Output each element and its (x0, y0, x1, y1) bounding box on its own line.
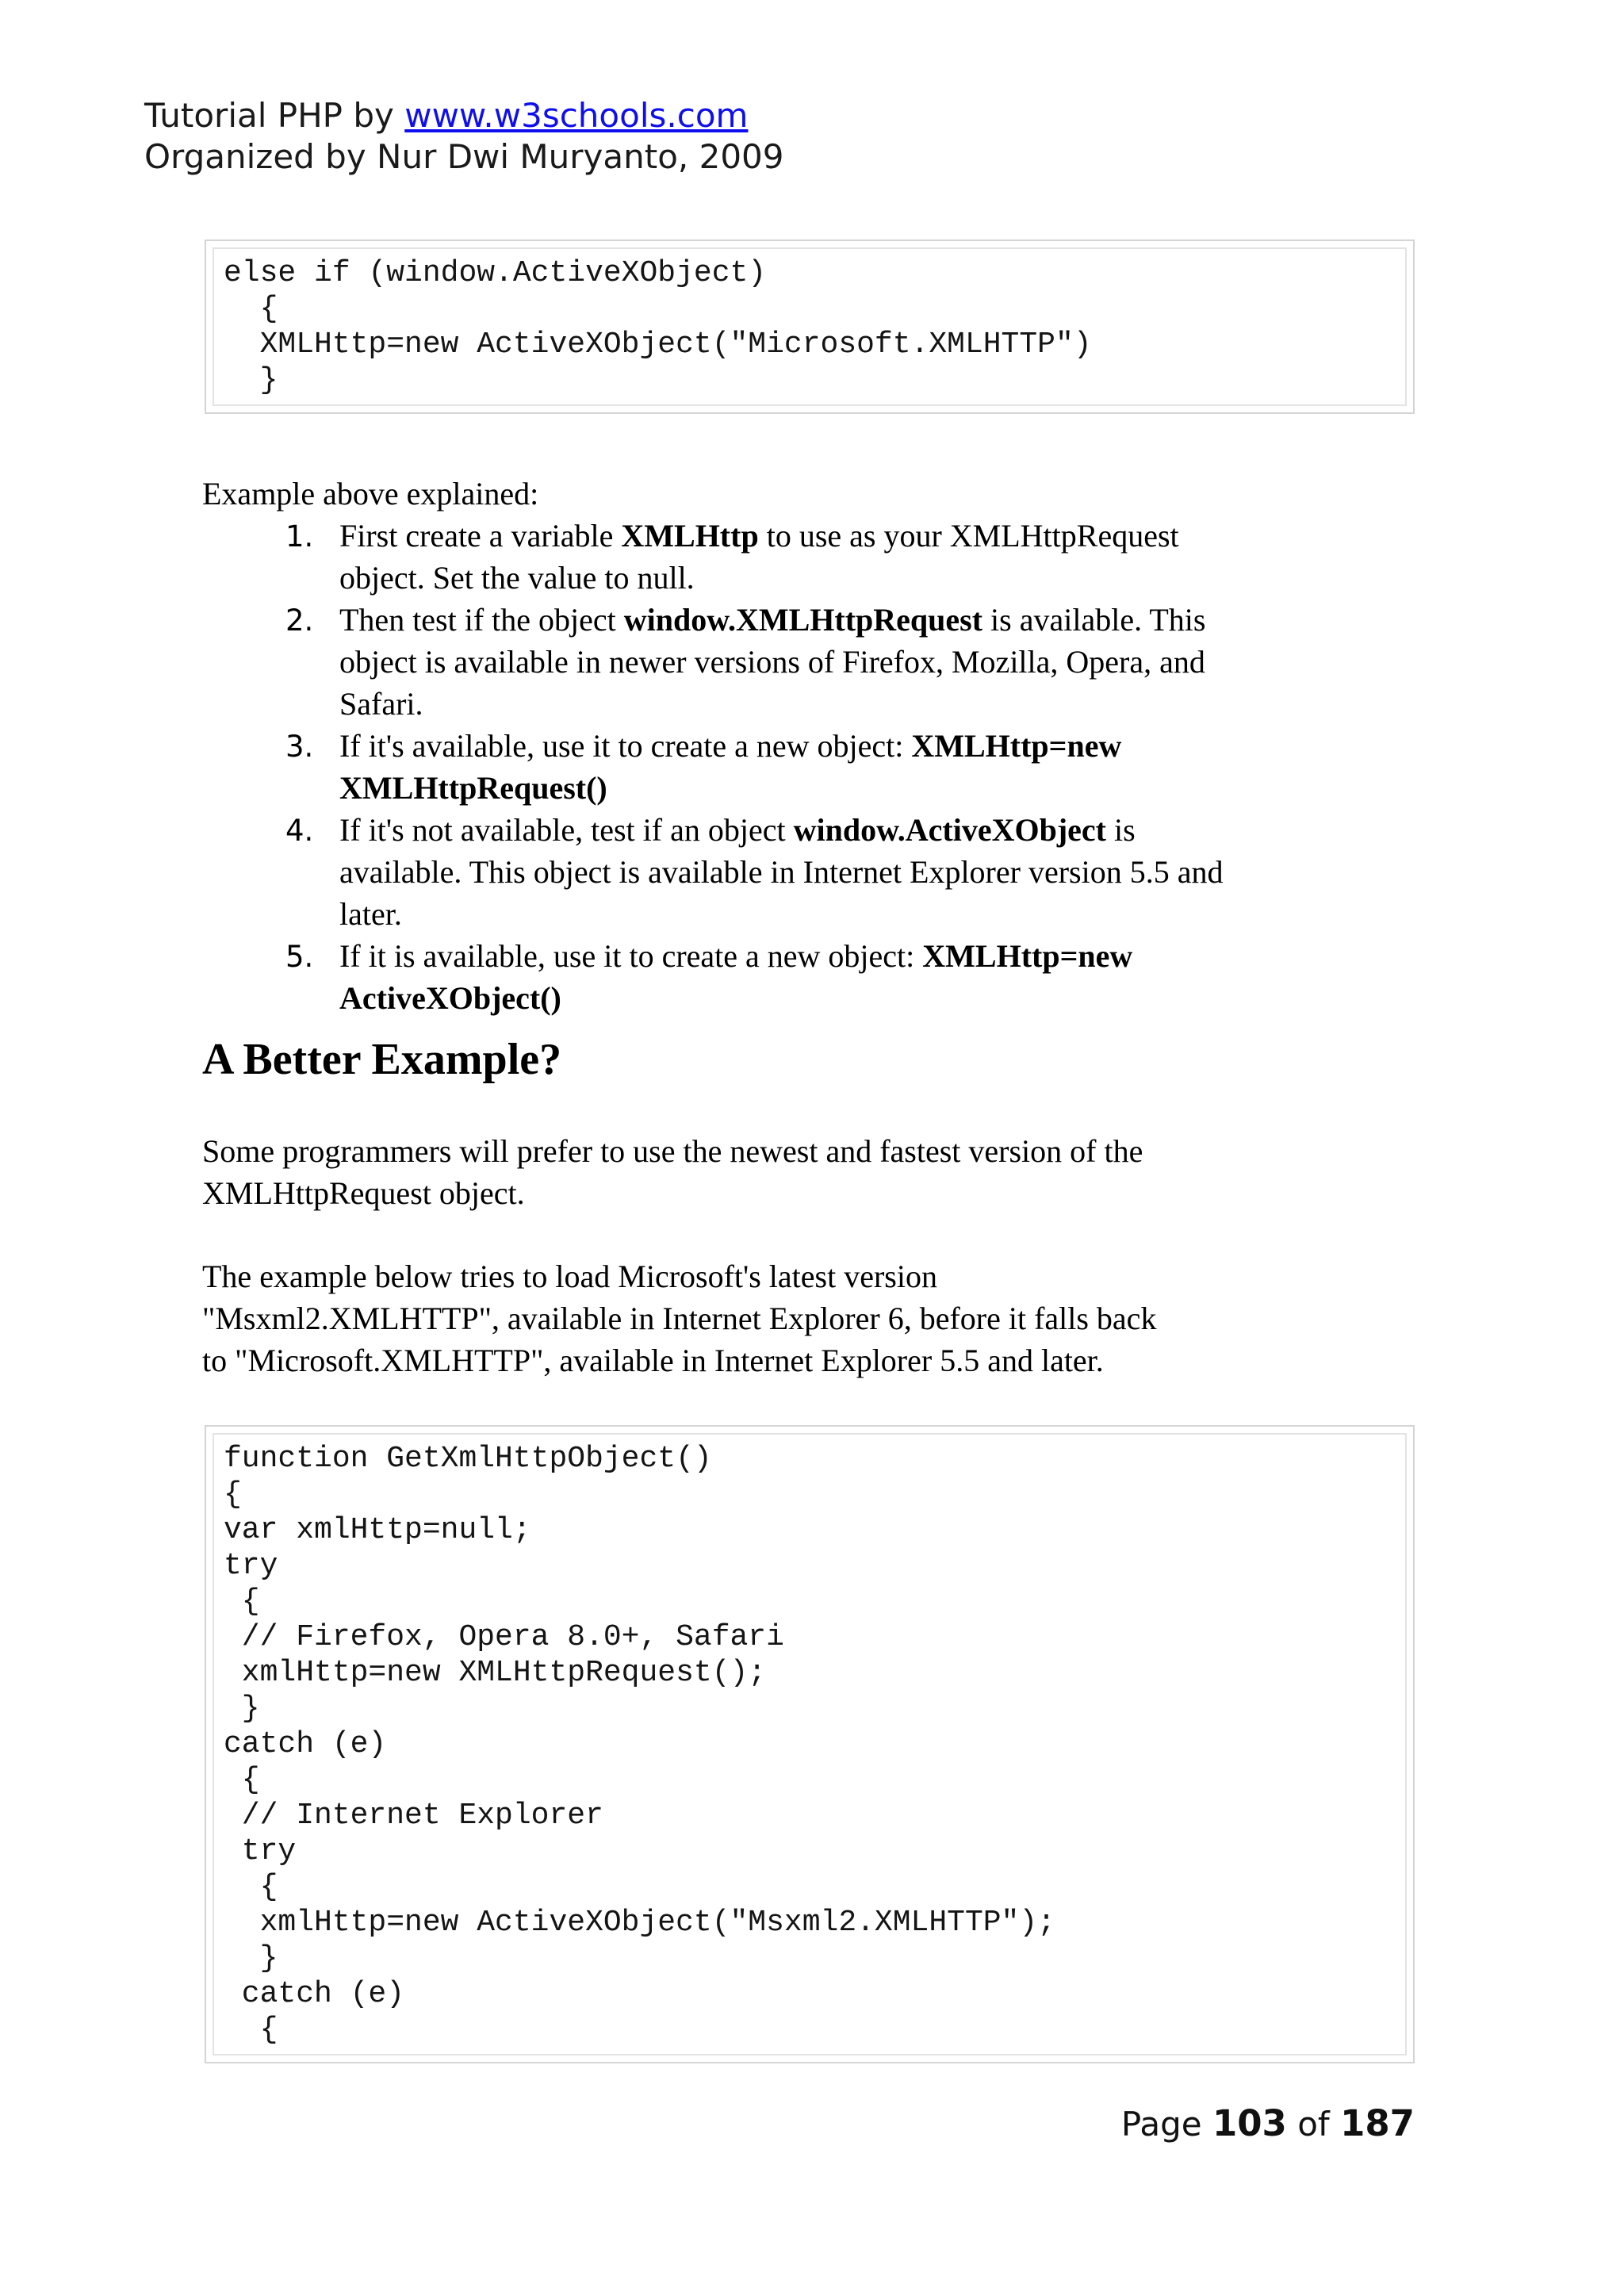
list-item-text: First create a variable XMLHttp to use as your XMLHttpRequest object. Set the value to null. (339, 518, 1179, 596)
code-block-getxmlhttpobject (205, 1425, 1415, 2063)
code-line: } (224, 363, 278, 397)
code-line: xmlHttp=new ActiveXObject("Msxml2.XMLHTTP"); (224, 1906, 1055, 1940)
paragraph: The example below tries to load Microsoft's latest version "Msxml2.XMLHTTP", available in Internet Explorer 6, before it falls back to "Microsoft.XMLHTTP", available in Internet Explorer 5.5 and later. (202, 1259, 1157, 1378)
list-item (285, 725, 1415, 809)
list-item-text: If it's not available, test if an object window.ActiveXObject is available. This object is available in Internet Explorer version 5.5 and later. (339, 812, 1224, 932)
code-line: catch (e) (224, 1727, 387, 1761)
code-line: { (224, 292, 278, 326)
code-line: XMLHttp=new ActiveXObject("Microsoft.XMLHTTP") (224, 328, 1092, 362)
list-item-text: If it's available, use it to create a new object: XMLHttp=new XMLHttpRequest() (339, 728, 1122, 806)
code-block-1-content (213, 247, 1407, 406)
code-line: { (224, 1477, 242, 1511)
code-line: try (224, 1549, 278, 1583)
code-line: else if (window.ActiveXObject) (224, 256, 767, 290)
list-item-text: Then test if the object window.XMLHttpRequest is available. This object is available in newer versions of Firefox, Mozilla, Opera, and Safari. (339, 602, 1206, 722)
list-item (285, 935, 1415, 1019)
list-item (285, 515, 1415, 599)
page-footer (202, 2103, 1415, 2145)
code-line: catch (e) (224, 1977, 405, 2011)
code-line: function GetXmlHttpObject() (224, 1442, 712, 1476)
code-line: // Internet Explorer (224, 1799, 603, 1833)
list-item-number: 3. (285, 730, 314, 764)
footer-page-number: 103 (1212, 2102, 1287, 2144)
footer-prefix: Page (1120, 2105, 1212, 2144)
code-block-2-content (213, 1433, 1407, 2056)
code-line: { (224, 1763, 260, 1797)
code-line: { (224, 1870, 278, 1904)
section-heading: A Better Example? (202, 1035, 562, 1084)
code-line: } (224, 1692, 260, 1726)
code-line: xmlHttp=new XMLHttpRequest(); (224, 1656, 767, 1690)
list-item-text: If it is available, use it to create a new object: XMLHttp=new ActiveXObject() (339, 938, 1133, 1016)
code-line: { (224, 2013, 278, 2047)
header-title-prefix: Tutorial PHP by (144, 96, 405, 135)
header-subtitle: Organized by Nur Dwi Muryanto, 2009 (144, 137, 784, 176)
code-line: // Firefox, Opera 8.0+, Safari (224, 1620, 784, 1654)
footer-total-pages: 187 (1340, 2102, 1415, 2144)
list-item-number: 1. (285, 519, 314, 554)
explanation-list (202, 515, 1415, 1019)
code-line: var xmlHttp=null; (224, 1513, 531, 1547)
footer-separator: of (1286, 2105, 1341, 2144)
list-item-number: 4. (285, 814, 314, 848)
w3schools-link[interactable]: www.w3schools.com (404, 96, 749, 135)
code-line: { (224, 1584, 260, 1619)
explanation-intro: Example above explained: (202, 476, 539, 511)
paragraph: Some programmers will prefer to use the newest and fastest version of the XMLHttpRequest object. (202, 1133, 1143, 1211)
list-item (285, 599, 1415, 725)
page-header (144, 95, 1415, 178)
list-item-number: 5. (285, 940, 314, 974)
section-paragraphs (202, 1130, 1415, 1381)
code-block-else-activex (205, 239, 1415, 414)
header-title-line (144, 95, 1415, 136)
code-line: try (224, 1834, 297, 1868)
code-line: } (224, 1941, 278, 1975)
list-item-number: 2. (285, 603, 314, 638)
list-item (285, 809, 1415, 935)
